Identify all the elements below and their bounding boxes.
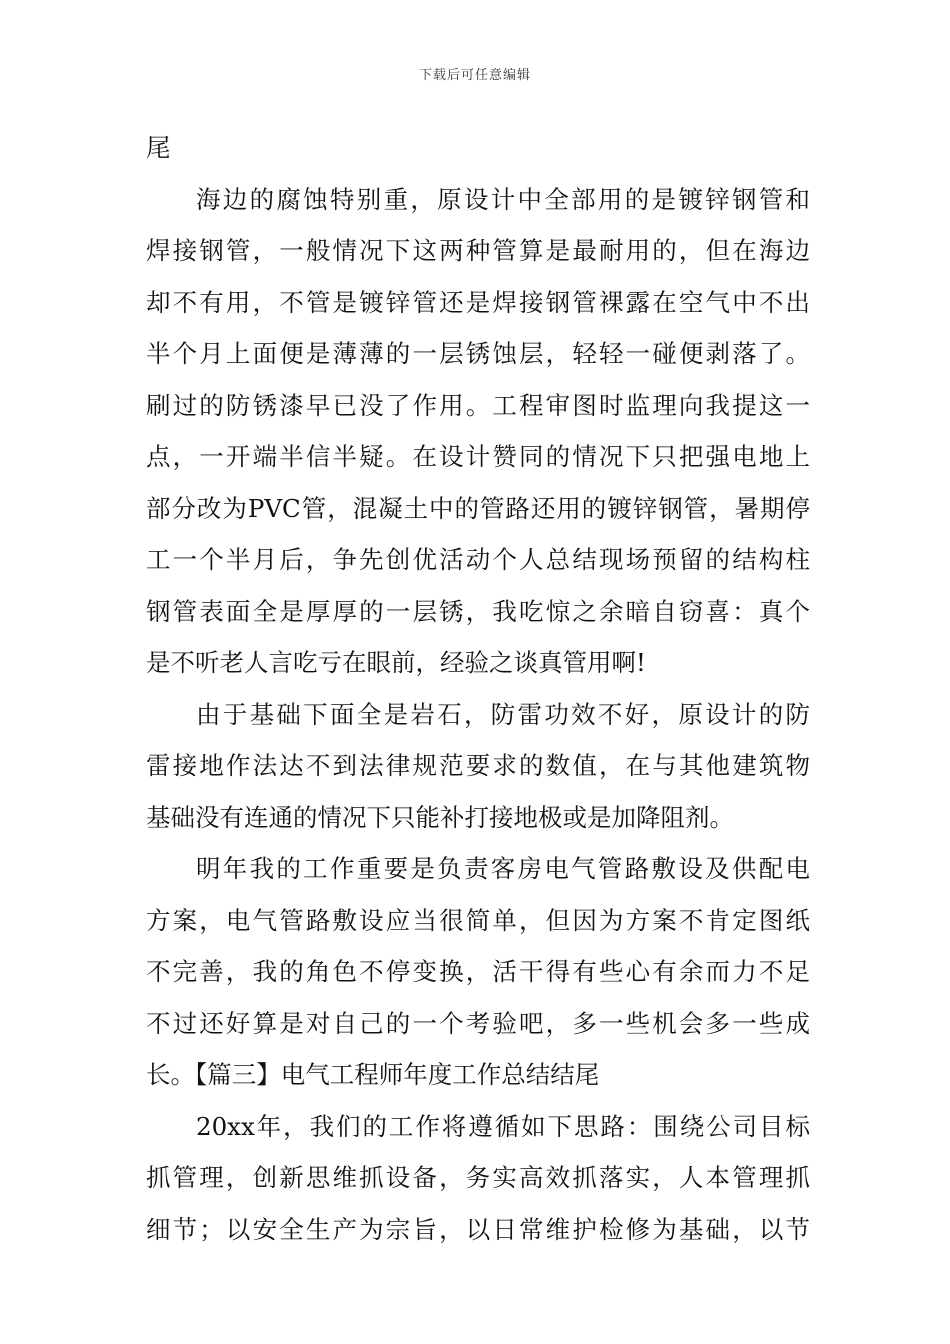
text-line: 抓管理，创新思维抓设备，务实高效抓落实，人本管理抓 bbox=[146, 1163, 810, 1192]
text-line: 尾 bbox=[146, 133, 171, 162]
text-line: 细节；以安全生产为宗旨，以日常维护检修为基础，以节 bbox=[146, 1214, 810, 1244]
text-line: 焊接钢管，一般情况下这两种管算是最耐用的，但在海边 bbox=[146, 236, 810, 265]
text-line: 由于基础下面全是岩石，防雷功效不好，原设计的防 bbox=[196, 699, 810, 729]
text-line: 工一个半月后，争先创优活动个人总结现场预留的结构柱 bbox=[146, 545, 810, 574]
text-line: 点，一开端半信半疑。在设计赞同的情况下只把强电地上 bbox=[146, 442, 810, 471]
text-line: 方案，电气管路敷设应当很简单，但因为方案不肯定图纸 bbox=[146, 905, 810, 935]
text-line: 钢管表面全是厚厚的一层锈，我吃惊之余暗自窃喜：真个 bbox=[146, 596, 810, 626]
text-line: 明年我的工作重要是负责客房电气管路敷设及供配电 bbox=[196, 854, 810, 883]
document-body bbox=[146, 122, 810, 1255]
text-line: 不完善，我的角色不停变换，活干得有些心有余而力不足 bbox=[146, 957, 810, 986]
page-header: 下载后可任意编辑 bbox=[418, 68, 531, 83]
text-line: 海边的腐蚀特别重，原设计中全部用的是镀锌钢管和 bbox=[196, 184, 810, 214]
text-line: 却不有用，不管是镀锌管还是焊接钢管裸露在空气中不出 bbox=[146, 287, 810, 317]
text-line: 是不听老人言吃亏在眼前，经验之谈真管用啊! bbox=[146, 648, 646, 677]
text-line: 基础没有连通的情况下只能补打接地极或是加降阻剂。 bbox=[146, 802, 734, 832]
text-line: 不过还好算是对自己的一个考验吧，多一些机会多一些成 bbox=[146, 1008, 810, 1038]
text-line: 半个月上面便是薄薄的一层锈蚀层，轻轻一碰便剥落了。 bbox=[146, 339, 810, 368]
text-line: 刷过的防锈漆早已没了作用。工程审图时监理向我提这一 bbox=[146, 390, 810, 420]
text-line: 雷接地作法达不到法律规范要求的数值，在与其他建筑物 bbox=[146, 751, 810, 780]
text-line: 20xx年，我们的工作将遵循如下思路：围绕公司目标 bbox=[196, 1111, 810, 1141]
text-line: 部分改为PVC管，混凝土中的管路还用的镀锌钢管，暑期停 bbox=[146, 493, 810, 523]
text-line: 长。【篇三】电气工程师年度工作总结结尾 bbox=[146, 1060, 600, 1089]
